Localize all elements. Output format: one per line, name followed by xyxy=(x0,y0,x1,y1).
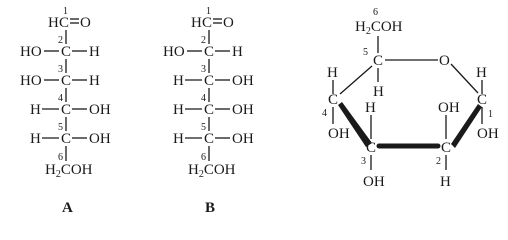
ring-c2-number: 2 xyxy=(436,156,441,167)
ring-c2-carbon: C xyxy=(441,140,452,156)
b-c4-carbon: C xyxy=(204,102,215,118)
ring-c5-h: H xyxy=(373,84,384,100)
a-c3-number: 3 xyxy=(58,64,63,75)
a-c6-group: $H_2COH$ xyxy=(45,162,93,180)
ring-c3-number: 3 xyxy=(361,156,366,167)
b-c6-number: 6 xyxy=(201,152,206,163)
ring-c3-carbon: C xyxy=(366,140,377,156)
a-c4-right: OH xyxy=(89,102,111,118)
a-c2-left: HO xyxy=(20,44,42,60)
ring-c6-group: $H_2COH$ xyxy=(355,19,403,37)
b-c6-group: $H_2COH$ xyxy=(188,162,236,180)
ring-c1-number: 1 xyxy=(488,109,493,120)
a-c2-carbon: C xyxy=(61,44,72,60)
fischer-structure-a xyxy=(20,6,111,216)
b-c4-number: 4 xyxy=(201,93,206,104)
ring-c1-carbon: C xyxy=(477,92,488,108)
ring-c4-carbon: C xyxy=(328,92,339,108)
a-c4-left: H xyxy=(30,102,41,118)
ring-c5-carbon: C xyxy=(373,53,384,69)
ring-oxygen: O xyxy=(439,53,450,69)
a-c6-number: 6 xyxy=(58,152,63,163)
b-c2-left: HO xyxy=(163,44,185,60)
b-c3-left: H xyxy=(173,73,184,89)
b-c2-carbon: C xyxy=(204,44,215,60)
ring-c1-h: H xyxy=(476,65,487,81)
a-c4-number: 4 xyxy=(58,93,63,104)
b-c2-number: 2 xyxy=(201,35,206,46)
ring-c2-h: H xyxy=(440,174,451,190)
ring-c5-number: 5 xyxy=(363,47,368,58)
b-c5-right: OH xyxy=(232,131,254,147)
a-c3-carbon: C xyxy=(61,73,72,89)
ring-o-c1-bond xyxy=(451,64,478,93)
b-c3-carbon: C xyxy=(204,73,215,89)
a-c1-aldehyde-h: H xyxy=(48,15,59,31)
haworth-ring-structure xyxy=(322,7,499,190)
a-c5-right: OH xyxy=(89,131,111,147)
b-c4-left: H xyxy=(173,102,184,118)
ring-c6-number: 6 xyxy=(373,7,378,18)
b-c1-number: 1 xyxy=(206,6,211,17)
b-c3-right: OH xyxy=(232,73,254,89)
a-c3-left: HO xyxy=(20,73,42,89)
fischer-structure-b xyxy=(163,6,254,216)
a-c5-left: H xyxy=(30,131,41,147)
ring-c5-c4-bond xyxy=(340,66,372,94)
ring-c4-oh: OH xyxy=(328,126,350,142)
a-c3-right: H xyxy=(89,73,100,89)
structure-b-label: B xyxy=(205,200,216,216)
a-c1-carbon: C xyxy=(59,15,70,31)
ring-c3-oh: OH xyxy=(363,174,385,190)
a-c1-oxygen: O xyxy=(80,15,91,31)
ring-c3-h: H xyxy=(365,100,376,116)
b-c4-right: OH xyxy=(232,102,254,118)
a-c2-number: 2 xyxy=(58,35,63,46)
b-c3-number: 3 xyxy=(201,64,206,75)
b-c1-aldehyde-h: H xyxy=(191,15,202,31)
ring-c2-oh: OH xyxy=(438,100,460,116)
b-c1-carbon: C xyxy=(202,15,213,31)
b-c5-number: 5 xyxy=(201,122,206,133)
a-c1-number: 1 xyxy=(63,6,68,17)
a-c2-right: H xyxy=(89,44,100,60)
structure-a-label: A xyxy=(62,200,73,216)
ring-c4-number: 4 xyxy=(322,108,327,119)
b-c1-oxygen: O xyxy=(223,15,234,31)
a-c5-carbon: C xyxy=(61,131,72,147)
b-c5-carbon: C xyxy=(204,131,215,147)
b-c2-right: H xyxy=(232,44,243,60)
ring-c4-h: H xyxy=(327,65,338,81)
b-c5-left: H xyxy=(173,131,184,147)
ring-c1-oh: OH xyxy=(477,126,499,142)
a-c4-carbon: C xyxy=(61,102,72,118)
a-c5-number: 5 xyxy=(58,122,63,133)
